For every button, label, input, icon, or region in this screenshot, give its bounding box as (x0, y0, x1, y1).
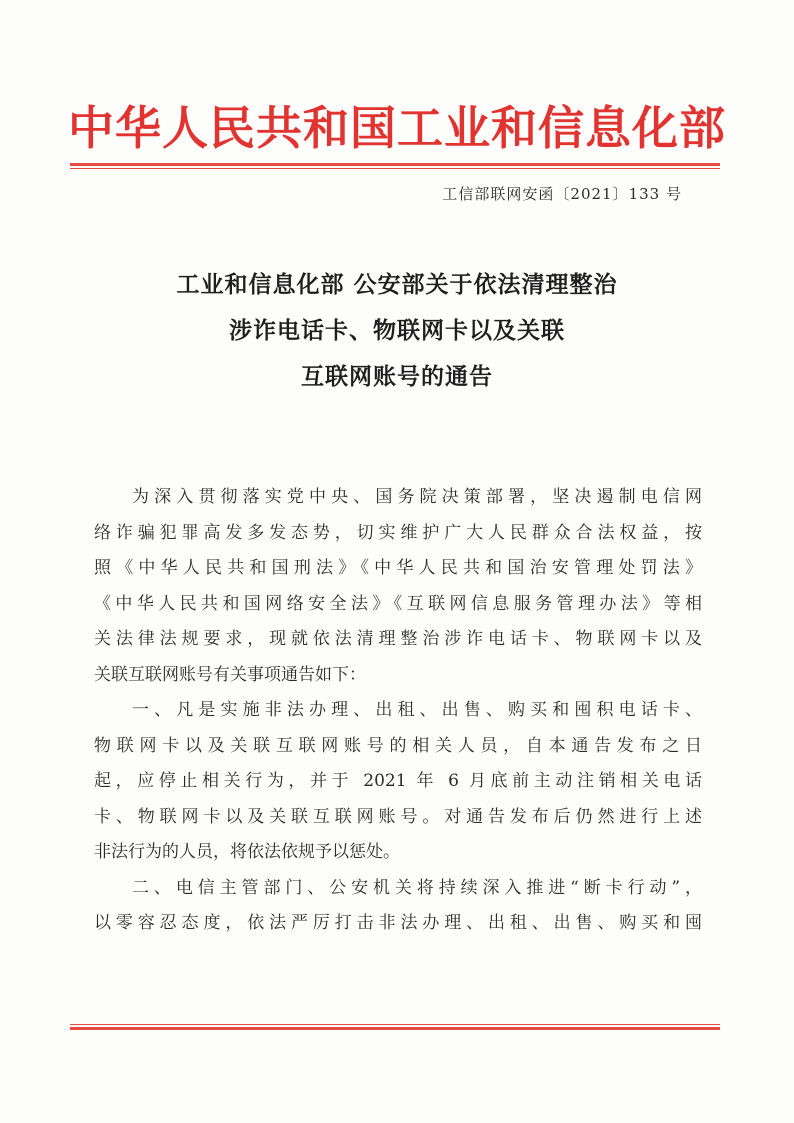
body-line-1: 为深入贯彻落实党中央、国务院决策部署，坚决遏制电信网 (132, 487, 702, 507)
body-line-3: 照《中华人民共和国刑法》《中华人民共和国治安管理处罚法》 (94, 558, 702, 578)
footer-red-rule-thin (70, 1024, 720, 1025)
body-line-7: 一、凡是实施非法办理、出租、出售、购买和囤积电话卡、 (132, 700, 702, 720)
body-line-2: 络诈骗犯罪高发多发态势，切实维护广大人民群众合法权益，按 (94, 522, 702, 543)
body-line-10: 卡、物联网卡以及关联互联网账号。对通告发布后仍然进行上述 (94, 806, 702, 827)
body-line-11: 非法行为的人员，将依法依规予以惩处。 (94, 842, 400, 862)
body-line-8: 物联网卡以及关联互联网账号的相关人员，自本通告发布之日 (94, 735, 702, 756)
body-line-4: 《中华人民共和国网络安全法》《互联网信息服务管理办法》等相 (94, 593, 702, 614)
body-line-5: 关法律法规要求，现就依法清理整治涉诈电话卡、物联网卡以及 (94, 629, 702, 649)
issuing-authority-header: 中华人民共和国工业和信息化部 (68, 101, 726, 155)
body-line-6: 关联互联网账号有关事项通告如下： (94, 664, 366, 685)
body-line-9: 起，应停止相关行为，并于 2021 年 6 月底前主动注销相关电话 (94, 771, 702, 791)
document-title (80, 262, 714, 400)
header-red-rule-thin (70, 168, 720, 169)
footer-red-rule-thick (70, 1027, 720, 1030)
document-body (94, 480, 702, 942)
body-line-12: 二、电信主管部门、公安机关将持续深入推进“断卡行动”， (132, 877, 702, 898)
header-red-rule-thick (70, 163, 720, 166)
title-line-1: 工业和信息化部 公安部关于依法清理整治 (176, 272, 618, 298)
body-line-13: 以零容忍态度，依法严厉打击非法办理、出租、出售、购买和囤 (94, 913, 702, 933)
document-number: 工信部联网安函〔2021〕133 号 (442, 185, 682, 203)
title-line-3: 互联网账号的通告 (301, 364, 493, 390)
title-line-2: 涉诈电话卡、物联网卡以及关联 (229, 318, 565, 344)
